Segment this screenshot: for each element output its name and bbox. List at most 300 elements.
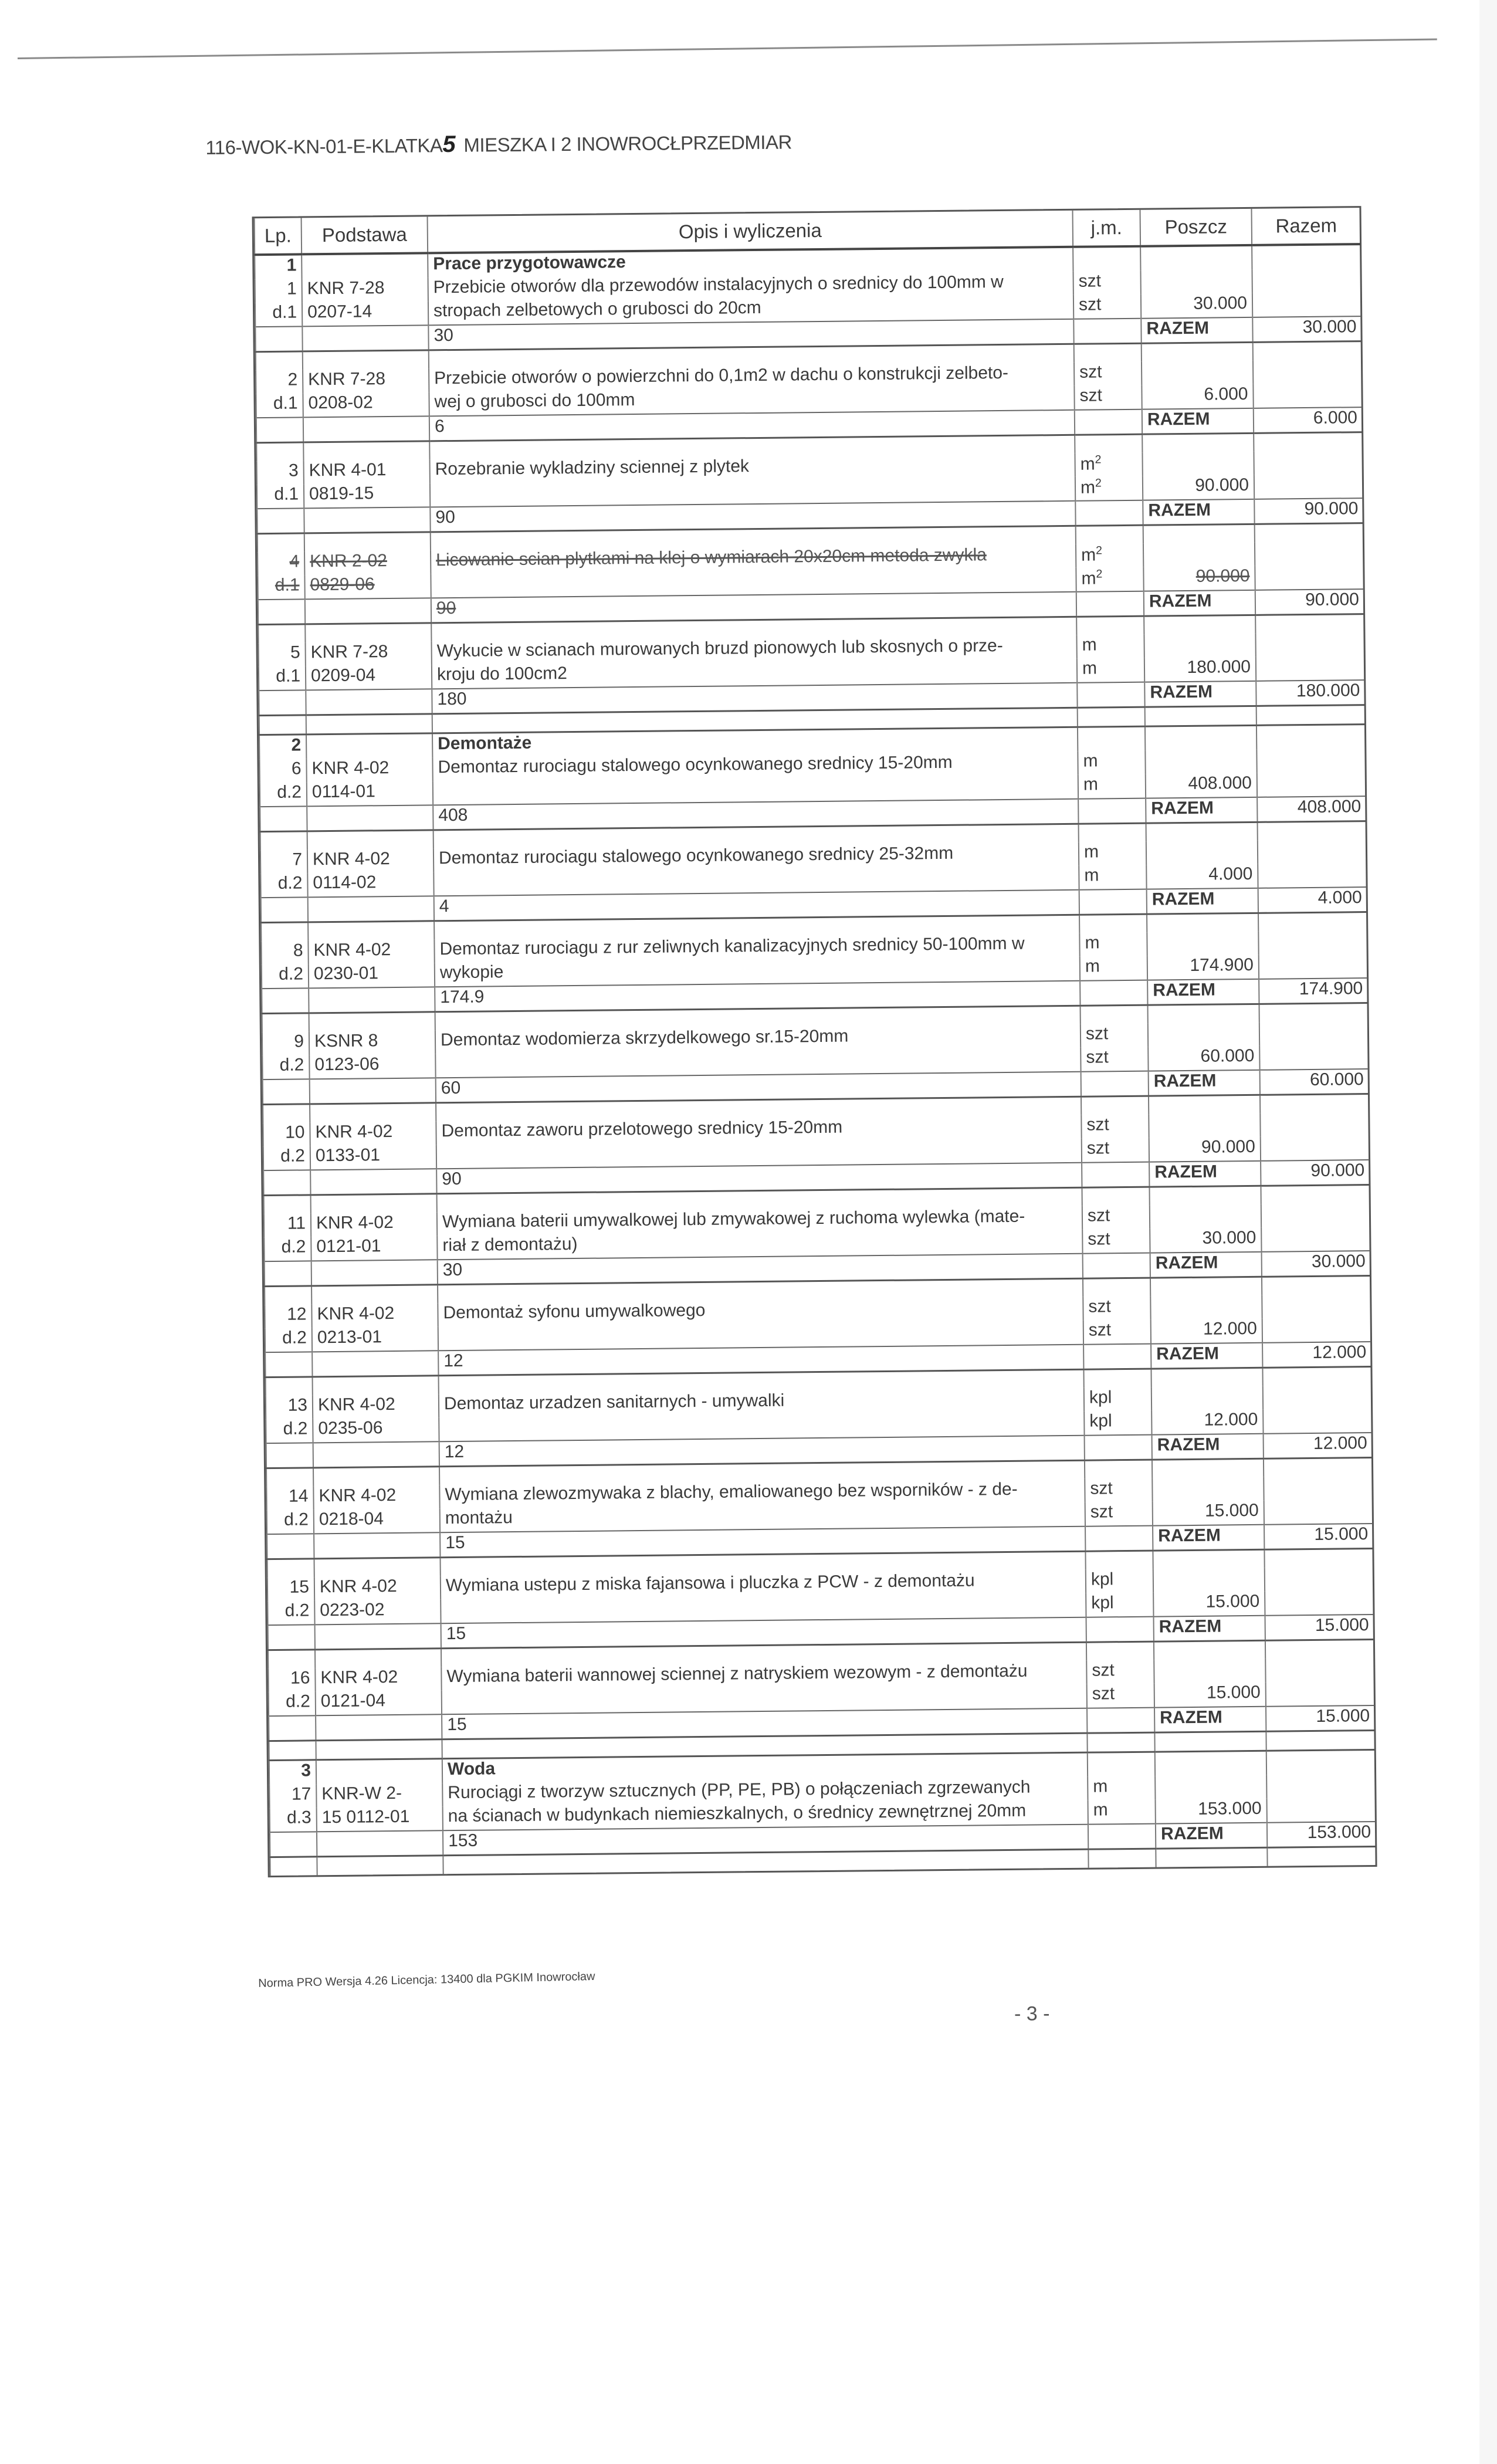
item-wyliczenie: 15 bbox=[441, 1617, 1086, 1649]
spacer-cell bbox=[266, 1377, 313, 1396]
item-dzial: d.1 bbox=[257, 484, 304, 509]
item-podstawa-line1: KNR 7-28 bbox=[303, 368, 429, 393]
item-jm: $m^2$ bbox=[1075, 453, 1142, 477]
item-jm-result: m bbox=[1080, 956, 1147, 981]
item-dzial: d.1 bbox=[255, 302, 302, 327]
item-jm-result: $m^2$ bbox=[1075, 476, 1143, 501]
spacer-cell bbox=[306, 714, 432, 735]
item-lp-empty bbox=[267, 1534, 314, 1559]
header-podstawa: Podstawa bbox=[302, 216, 428, 254]
item-opis-line1: Demontaz urzadzen sanitarnych - umywalki bbox=[439, 1388, 1084, 1418]
item-lp: 12 bbox=[265, 1304, 311, 1328]
item-opis-line1: Wymiana ustepu z miska fajansowa i pluczka z PCW - z demontażu bbox=[441, 1570, 1086, 1600]
item-poszcz-empty bbox=[1151, 1386, 1263, 1411]
spacer-cell bbox=[1258, 821, 1366, 841]
item-lp: 7 bbox=[260, 849, 307, 874]
item-podstawa-empty bbox=[309, 987, 435, 1013]
item-wyliczenie: 4 bbox=[434, 890, 1079, 921]
item-poszcz-empty bbox=[1150, 1204, 1261, 1229]
item-wyliczenie: 90 bbox=[436, 1163, 1082, 1194]
header-lp: Lp. bbox=[255, 218, 302, 255]
item-poszcz-empty bbox=[1146, 841, 1258, 865]
item-poszcz: 90.000 bbox=[1143, 566, 1255, 591]
header-poszcz: Poszcz bbox=[1140, 209, 1252, 246]
spacer-cell bbox=[1266, 1730, 1374, 1751]
title-overprint: PRZEDMIAR bbox=[680, 131, 792, 154]
item-dzial: d.2 bbox=[265, 1328, 312, 1352]
item-razem-empty bbox=[1262, 1318, 1371, 1343]
item-jm: m bbox=[1079, 933, 1147, 957]
item-dzial: d.2 bbox=[263, 1146, 310, 1170]
item-podstawa-line1: KNR 7-28 bbox=[306, 641, 432, 666]
spacer-cell bbox=[1156, 1847, 1267, 1867]
item-dzial: d.2 bbox=[267, 1600, 314, 1625]
item-razem-empty bbox=[1260, 1112, 1369, 1137]
item-jm-empty bbox=[1075, 409, 1142, 435]
item-opis-line2: riał z demontażu) bbox=[437, 1230, 1082, 1260]
item-razem-empty bbox=[1261, 1203, 1370, 1228]
item-jm-result: kpl bbox=[1086, 1593, 1153, 1617]
section-jm bbox=[1073, 246, 1140, 272]
razem-label: RAZEM bbox=[1150, 1252, 1262, 1278]
item-razem-empty bbox=[1263, 1409, 1371, 1434]
item-podstawa-line2: 0123-06 bbox=[309, 1054, 435, 1079]
spacer-cell bbox=[1153, 1549, 1264, 1569]
item-jm-result: m bbox=[1077, 658, 1144, 683]
document-title bbox=[205, 128, 792, 160]
section-number: 3 bbox=[269, 1760, 316, 1785]
item-dzial: d.2 bbox=[266, 1419, 313, 1443]
section-number: 2 bbox=[259, 735, 306, 759]
item-lp: 11 bbox=[264, 1213, 311, 1237]
spacer-cell bbox=[269, 1741, 316, 1761]
section-title: Prace przygotowawcze bbox=[428, 247, 1073, 278]
spacer-cell bbox=[311, 1194, 437, 1214]
item-razem: 153.000 bbox=[1267, 1822, 1376, 1847]
spacer-cell bbox=[265, 1286, 311, 1305]
item-jm-result: szt bbox=[1074, 385, 1142, 410]
section-razem bbox=[1252, 244, 1360, 270]
header-opis: Opis i wyliczenia bbox=[428, 211, 1073, 253]
item-podstawa-line2: 0213-01 bbox=[312, 1326, 438, 1352]
item-jm: kpl bbox=[1084, 1387, 1151, 1412]
section-podstawa bbox=[306, 733, 432, 759]
item-razem-empty bbox=[1254, 474, 1363, 499]
item-lp-empty bbox=[261, 897, 308, 922]
spacer-cell bbox=[259, 715, 306, 735]
item-razem: 4.000 bbox=[1258, 887, 1367, 913]
item-lp-empty bbox=[265, 1261, 311, 1286]
item-podstawa-line2: 0121-01 bbox=[311, 1236, 437, 1261]
item-lp: 10 bbox=[263, 1122, 310, 1146]
item-opis-line1: Rozebranie wykladziny sciennej z plytek bbox=[430, 453, 1075, 483]
razem-label: RAZEM bbox=[1142, 408, 1254, 434]
item-poszcz: 12.000 bbox=[1151, 1319, 1262, 1344]
item-poszcz-empty bbox=[1152, 1477, 1264, 1502]
spacer-cell bbox=[1085, 1551, 1153, 1570]
item-poszcz: 174.900 bbox=[1147, 955, 1259, 980]
spacer-cell bbox=[1083, 1369, 1151, 1388]
item-opis-line2: stropach zelbetowych o grubosci do 20cm bbox=[428, 295, 1073, 326]
item-razem: 15.000 bbox=[1266, 1705, 1374, 1731]
item-podstawa-empty bbox=[306, 689, 432, 715]
item-razem: 180.000 bbox=[1256, 680, 1364, 706]
item-poszcz-empty bbox=[1145, 750, 1256, 774]
item-podstawa-line1: KNR 4-02 bbox=[315, 1667, 441, 1691]
item-jm-empty bbox=[1087, 1708, 1154, 1734]
spacer-cell bbox=[1264, 1458, 1372, 1477]
item-jm-result: m bbox=[1078, 774, 1146, 799]
item-razem-empty bbox=[1258, 840, 1366, 864]
item-jm-empty bbox=[1083, 1344, 1151, 1370]
item-jm-empty bbox=[1086, 1617, 1154, 1643]
section-razem bbox=[1266, 1749, 1375, 1775]
razem-label: RAZEM bbox=[1144, 681, 1256, 707]
item-razem-empty bbox=[1265, 1567, 1373, 1592]
spacer-cell bbox=[262, 1013, 309, 1032]
spacer-cell bbox=[311, 1285, 438, 1305]
item-lp-empty bbox=[263, 1170, 310, 1195]
item-razem-empty bbox=[1262, 1294, 1370, 1319]
spacer-cell bbox=[270, 1857, 317, 1876]
item-opis-line1: Demontaż syfonu umywalkowego bbox=[438, 1297, 1083, 1327]
item-poszcz: 408.000 bbox=[1146, 773, 1257, 798]
spacer-cell bbox=[1082, 1187, 1149, 1206]
spacer-cell bbox=[1254, 432, 1362, 452]
razem-label: RAZEM bbox=[1152, 1434, 1264, 1460]
item-jm-empty bbox=[1083, 1253, 1150, 1279]
item-lp: 9 bbox=[262, 1031, 309, 1055]
item-wyliczenie: 153 bbox=[443, 1825, 1088, 1856]
item-lp: 3 bbox=[257, 461, 304, 485]
item-poszcz-empty bbox=[1153, 1568, 1265, 1593]
item-jm-result: m bbox=[1088, 1800, 1156, 1825]
item-opis-line1: Wymiana zlewozmywaka z blachy, emaliowanego bez wsporników - z de- bbox=[439, 1479, 1085, 1509]
spacer-cell bbox=[256, 442, 303, 461]
item-lp-empty bbox=[266, 1443, 313, 1468]
item-opis-line1: Demontaz rurociagu stalowego ocynkowanego srednicy 25-32mm bbox=[433, 842, 1079, 872]
item-jm: szt bbox=[1081, 1115, 1149, 1139]
item-razem-empty bbox=[1257, 772, 1366, 797]
section-razem bbox=[1256, 725, 1365, 750]
razem-label: RAZEM bbox=[1149, 1161, 1261, 1187]
spacer-cell bbox=[1086, 1641, 1154, 1661]
item-jm: m bbox=[1076, 635, 1144, 659]
spacer-cell bbox=[1253, 341, 1361, 361]
item-jm-result: szt bbox=[1081, 1047, 1148, 1072]
item-lp: 16 bbox=[268, 1668, 315, 1692]
spacer-cell bbox=[1075, 434, 1142, 453]
spacer-cell bbox=[1256, 705, 1365, 726]
spacer-cell bbox=[317, 1856, 443, 1876]
item-razem: 90.000 bbox=[1261, 1160, 1369, 1186]
item-podstawa-line1: KNR 2-02 bbox=[304, 550, 431, 575]
item-podstawa-empty bbox=[315, 1623, 441, 1650]
item-wyliczenie: 6 bbox=[429, 410, 1075, 441]
item-poszcz-empty bbox=[1154, 1659, 1265, 1684]
item-jm: m bbox=[1078, 751, 1145, 775]
item-podstawa-line1: KNR 4-02 bbox=[311, 1303, 438, 1328]
item-lp-empty bbox=[263, 1079, 310, 1104]
razem-label: RAZEM bbox=[1147, 888, 1258, 914]
spacer-cell bbox=[1262, 1367, 1371, 1386]
item-poszcz: 12.000 bbox=[1151, 1410, 1263, 1435]
item-razem-empty bbox=[1254, 451, 1362, 475]
item-jm-empty bbox=[1080, 980, 1147, 1006]
item-podstawa-empty bbox=[312, 1351, 438, 1377]
item-poszcz-empty bbox=[1149, 1113, 1260, 1138]
item-podstawa-line2: 0207-14 bbox=[302, 301, 428, 326]
item-lp-empty bbox=[259, 690, 306, 715]
item-jm: $m^2$ bbox=[1076, 544, 1143, 568]
item-jm: m bbox=[1088, 1776, 1155, 1800]
spacer-cell bbox=[1079, 823, 1146, 842]
spacer-cell bbox=[1144, 615, 1255, 634]
item-podstawa-line1: KNR-W 2- bbox=[316, 1783, 442, 1808]
item-jm-empty bbox=[1085, 1435, 1152, 1461]
item-razem: 15.000 bbox=[1265, 1615, 1374, 1640]
spacer-cell bbox=[1259, 1003, 1367, 1023]
spacer-cell bbox=[1078, 707, 1145, 727]
item-opis-line1: Demontaz rurociagu stalowego ocynkowanego srednicy 15-20mm bbox=[432, 752, 1078, 781]
page-number: - 3 - bbox=[1014, 2002, 1050, 2025]
spacer-cell bbox=[314, 1558, 440, 1578]
item-jm: szt bbox=[1081, 1024, 1148, 1048]
spacer-cell bbox=[1267, 1846, 1376, 1866]
item-lp: 4 bbox=[258, 551, 304, 576]
item-podstawa-line1: KNR 4-01 bbox=[304, 459, 430, 484]
item-podstawa-line2: 15 0112-01 bbox=[317, 1806, 443, 1832]
item-poszcz: 60.000 bbox=[1148, 1046, 1259, 1071]
item-jm-result: m bbox=[1079, 865, 1146, 890]
item-jm-empty bbox=[1076, 591, 1144, 617]
section-title: Demontaże bbox=[432, 727, 1078, 757]
spacer-cell bbox=[261, 922, 308, 941]
spacer-cell bbox=[1081, 1005, 1148, 1024]
item-wyliczenie: 90 bbox=[431, 592, 1076, 623]
spacer-cell bbox=[313, 1376, 439, 1396]
spacer-cell bbox=[316, 1739, 442, 1760]
item-razem: 90.000 bbox=[1254, 498, 1363, 524]
spacer-cell bbox=[305, 623, 431, 643]
section-number: 1 bbox=[255, 254, 302, 279]
item-opis-line1: Przebicie otworów dla przewodów instalacyjnych o srednicy do 100mm w bbox=[428, 272, 1073, 302]
item-razem-empty bbox=[1259, 954, 1367, 979]
item-opis-line1: Przebicie otworów o powierzchni do 0,1m2 w dachu o konstrukcji zelbeto- bbox=[429, 363, 1074, 392]
item-opis-line2: na ścianach w budynkach niemieszkalnych, o średnicy zewnętrznej 20mm bbox=[443, 1800, 1088, 1831]
spacer-cell bbox=[303, 441, 429, 461]
item-opis-line2: kroju do 100cm2 bbox=[432, 659, 1077, 689]
item-razem-empty bbox=[1253, 360, 1361, 384]
razem-label: RAZEM bbox=[1143, 499, 1254, 525]
item-wyliczenie: 30 bbox=[428, 319, 1073, 350]
spacer-cell bbox=[1255, 523, 1363, 543]
item-dzial: d.2 bbox=[262, 964, 309, 989]
spacer-cell bbox=[310, 1103, 436, 1123]
item-poszcz-empty bbox=[1155, 1775, 1266, 1800]
section-podstawa bbox=[316, 1759, 442, 1785]
item-lp: 6 bbox=[259, 759, 306, 783]
spacer-cell bbox=[1264, 1549, 1373, 1568]
razem-label: RAZEM bbox=[1146, 797, 1257, 823]
item-razem-empty bbox=[1258, 930, 1367, 955]
section-poszcz bbox=[1145, 725, 1256, 750]
item-razem-empty bbox=[1263, 1385, 1371, 1410]
item-lp-empty bbox=[255, 326, 302, 351]
spacer-cell bbox=[1262, 1276, 1370, 1295]
item-dzial: d.3 bbox=[270, 1808, 317, 1832]
spacer-cell bbox=[1076, 616, 1144, 635]
item-jm-empty bbox=[1077, 682, 1144, 708]
item-dzial: d.1 bbox=[258, 575, 304, 600]
item-podstawa-line2: 0209-04 bbox=[306, 665, 432, 690]
item-wyliczenie: 12 bbox=[439, 1436, 1085, 1467]
item-poszcz-empty bbox=[1144, 634, 1255, 658]
item-razem: 174.900 bbox=[1259, 978, 1367, 1004]
item-podstawa-empty bbox=[305, 598, 431, 624]
item-podstawa-line2: 0114-02 bbox=[307, 872, 433, 897]
item-lp: 8 bbox=[261, 940, 308, 964]
item-razem-empty bbox=[1255, 632, 1364, 657]
item-podstawa-line1: KNR 4-02 bbox=[313, 1485, 439, 1509]
item-jm: szt bbox=[1074, 362, 1142, 386]
item-podstawa-empty bbox=[303, 416, 429, 442]
item-opis-line1: Wymiana baterii wannowej sciennej z natryskiem wezowym - z demontażu bbox=[441, 1661, 1086, 1691]
spacer-cell bbox=[303, 350, 429, 370]
razem-label: RAZEM bbox=[1153, 1525, 1264, 1551]
spacer-cell bbox=[1076, 525, 1143, 544]
item-podstawa-line1: KSNR 8 bbox=[309, 1030, 435, 1055]
item-jm-result: szt bbox=[1087, 1684, 1154, 1708]
spacer-cell bbox=[1145, 706, 1256, 726]
item-podstawa-line2: 0223-02 bbox=[314, 1599, 441, 1624]
spacer-cell bbox=[256, 351, 303, 370]
item-opis-line1: Licowanie scian plytkami na klej o wymiarach 20x20cm metoda zwykla bbox=[431, 544, 1076, 574]
item-podstawa-empty bbox=[302, 325, 428, 351]
spacer-cell bbox=[1079, 914, 1147, 933]
item-poszcz-empty bbox=[1140, 270, 1252, 295]
item-lp: 13 bbox=[266, 1395, 313, 1419]
item-jm: szt bbox=[1085, 1478, 1152, 1502]
item-jm-empty bbox=[1082, 1162, 1149, 1188]
item-opis-line1: Demontaz wodomierza skrzydelkowego sr.15-20mm bbox=[435, 1024, 1081, 1054]
item-poszcz: 30.000 bbox=[1150, 1228, 1261, 1253]
spacer-cell bbox=[307, 830, 433, 850]
item-razem-empty bbox=[1261, 1136, 1369, 1161]
item-jm: szt bbox=[1086, 1660, 1154, 1684]
item-opis-line2: wykopie bbox=[435, 957, 1080, 987]
item-opis-line1: Rurociągi z tworzyw sztucznych (PP, PE, PB) o połączeniach zgrzewanych bbox=[442, 1777, 1088, 1807]
razem-label: RAZEM bbox=[1141, 317, 1252, 343]
spacer-cell bbox=[1143, 524, 1255, 543]
item-dzial: d.2 bbox=[264, 1237, 311, 1261]
item-wyliczenie: 15 bbox=[440, 1527, 1085, 1558]
item-opis-line2: montażu bbox=[440, 1502, 1085, 1533]
section-poszcz bbox=[1155, 1751, 1266, 1776]
spacer-cell bbox=[264, 1195, 311, 1214]
item-podstawa-line2: 0121-04 bbox=[316, 1690, 442, 1715]
spacer-cell bbox=[308, 921, 434, 941]
item-podstawa-line2: 0133-01 bbox=[310, 1145, 436, 1170]
razem-label: RAZEM bbox=[1149, 1070, 1260, 1096]
item-razem: 90.000 bbox=[1255, 589, 1364, 615]
item-jm: szt bbox=[1082, 1206, 1150, 1230]
item-razem-empty bbox=[1264, 1500, 1373, 1525]
item-jm-empty bbox=[1081, 1071, 1149, 1097]
item-podstawa-line1: KNR 4-02 bbox=[310, 1121, 436, 1146]
spacer-cell bbox=[1258, 912, 1367, 932]
item-podstawa-empty bbox=[304, 507, 430, 533]
item-podstawa-empty bbox=[313, 1441, 439, 1468]
item-razem-empty bbox=[1255, 541, 1363, 566]
item-wyliczenie: 90 bbox=[430, 501, 1075, 532]
item-podstawa-empty bbox=[316, 1714, 442, 1741]
item-lp: 14 bbox=[266, 1486, 313, 1510]
spacer-cell bbox=[304, 532, 431, 552]
item-jm-empty bbox=[1078, 798, 1146, 824]
item-opis-line1: Wymiana baterii umywalkowej lub zmywakowej z ruchoma wylewka (mate- bbox=[437, 1206, 1082, 1236]
spacer-cell bbox=[309, 1012, 435, 1032]
spacer-cell bbox=[1081, 1096, 1149, 1115]
razem-label: RAZEM bbox=[1147, 979, 1259, 1005]
section-podstawa bbox=[302, 253, 428, 279]
section-poszcz bbox=[1140, 245, 1252, 271]
item-jm-empty bbox=[1079, 889, 1147, 915]
item-podstawa-empty bbox=[310, 1078, 436, 1104]
item-wyliczenie: 408 bbox=[433, 799, 1078, 830]
item-poszcz: 180.000 bbox=[1144, 657, 1256, 682]
item-jm: kpl bbox=[1086, 1569, 1153, 1593]
item-jm-empty bbox=[1073, 319, 1141, 344]
section-jm bbox=[1078, 726, 1145, 752]
item-opis-line1: Demontaz zaworu przelotowego srednicy 15-20mm bbox=[436, 1115, 1081, 1145]
spacer-cell bbox=[1146, 822, 1258, 841]
item-lp-empty bbox=[257, 508, 304, 533]
item-razem: 408.000 bbox=[1257, 796, 1366, 822]
spacer-cell bbox=[1151, 1368, 1262, 1387]
item-lp-empty bbox=[269, 1715, 316, 1741]
scan-edge-line bbox=[18, 38, 1437, 59]
spacer-cell bbox=[1147, 913, 1258, 932]
item-razem-empty bbox=[1266, 1774, 1375, 1799]
item-podstawa-empty bbox=[317, 1830, 443, 1857]
spacer-cell bbox=[1148, 1004, 1259, 1023]
razem-label: RAZEM bbox=[1151, 1343, 1262, 1369]
item-dzial: d.2 bbox=[269, 1691, 316, 1716]
item-lp: 17 bbox=[269, 1784, 316, 1808]
spacer-cell bbox=[1088, 1849, 1156, 1868]
item-razem-empty bbox=[1266, 1798, 1375, 1823]
item-opis-line1: Wykucie w scianach murowanych bruzd pionowych lub skosnych o prze- bbox=[431, 635, 1076, 665]
item-poszcz: 90.000 bbox=[1143, 475, 1254, 500]
estimate-table bbox=[252, 206, 1377, 1877]
item-podstawa-line1: KNR 4-02 bbox=[307, 848, 433, 873]
item-jm-result: szt bbox=[1082, 1138, 1149, 1163]
item-jm-empty bbox=[1088, 1824, 1156, 1850]
spacer-cell bbox=[1087, 1732, 1154, 1752]
item-poszcz: 153.000 bbox=[1156, 1799, 1267, 1824]
item-razem-empty bbox=[1261, 1227, 1370, 1252]
item-podstawa-line1: KNR 4-02 bbox=[308, 939, 434, 964]
item-poszcz: 4.000 bbox=[1146, 864, 1258, 889]
spacer-cell bbox=[1150, 1277, 1262, 1296]
item-podstawa-line2: 0235-06 bbox=[313, 1417, 439, 1443]
item-razem: 6.000 bbox=[1254, 407, 1362, 433]
spacer-cell bbox=[1074, 343, 1142, 363]
section-jm bbox=[1088, 1752, 1155, 1777]
item-lp-empty bbox=[256, 417, 303, 442]
item-podstawa-line2: 0829-06 bbox=[304, 574, 431, 599]
